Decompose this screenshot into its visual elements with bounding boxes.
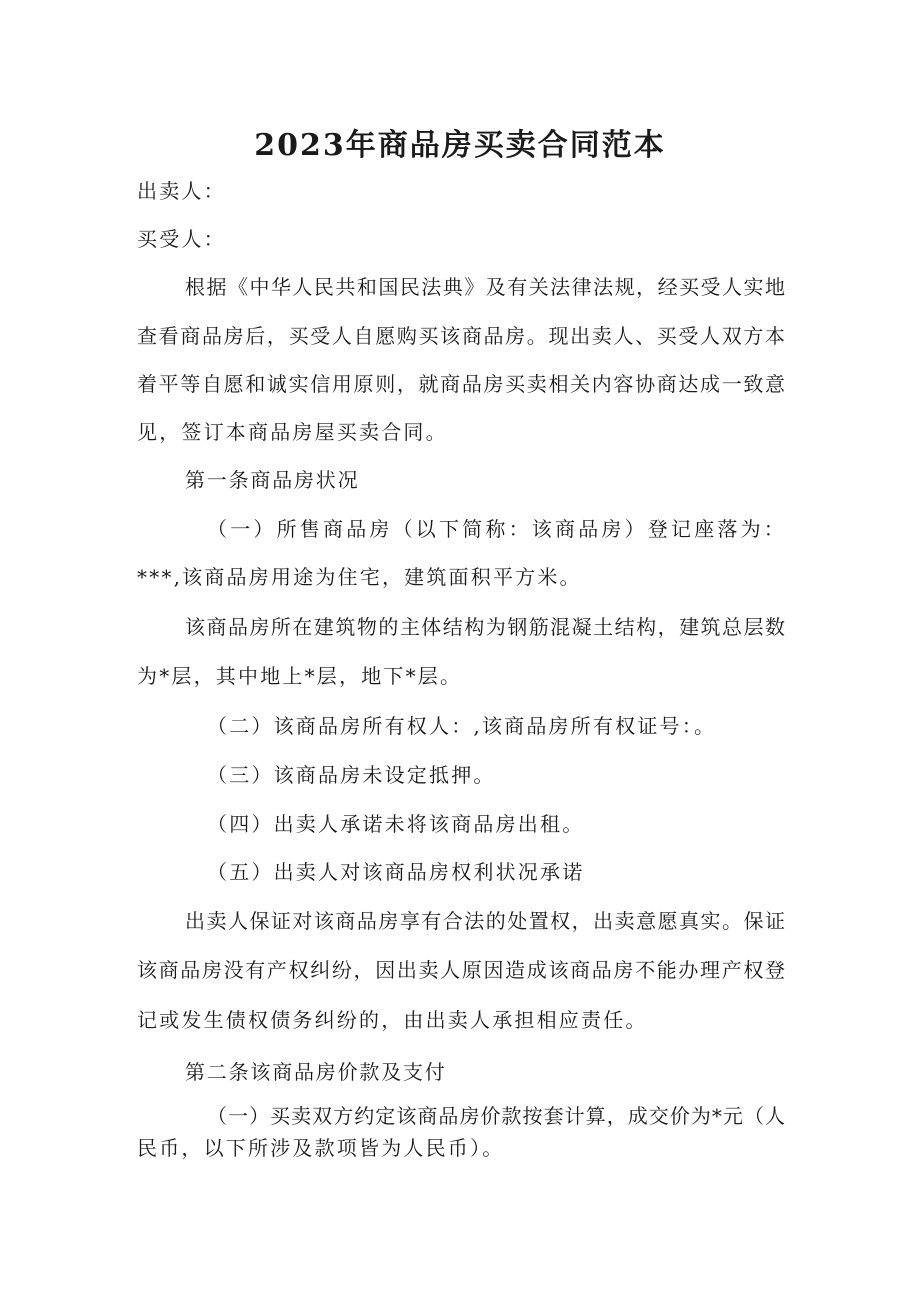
intro-line-1: 根据《中华人民共和国民法典》及有关法律法规，经买受人实地 — [185, 275, 785, 299]
article-1-item-1-line-1: （一）所售商品房（以下简称：该商品房）登记座落为： — [207, 517, 787, 541]
guarantee-line-2: 该商品房没有产权纠纷，因出卖人原因造成该商品房不能办理产权登 — [137, 958, 785, 982]
seller-label: 出卖人： — [137, 179, 226, 203]
article-1-item-5: （五）出卖人对该商品房权利状况承诺 — [207, 860, 585, 884]
buyer-label: 买受人： — [137, 227, 226, 251]
article-1-item-2: （二）该商品房所有权人：,该商品房所有权证号：。 — [207, 714, 717, 738]
guarantee-line-1: 出卖人保证对该商品房享有合法的处置权，出卖意愿真实。保证 — [185, 909, 785, 933]
structure-line-2: 为*层，其中地上*层，地下*层。 — [137, 664, 463, 688]
article-1-heading: 第一条商品房状况 — [185, 468, 360, 492]
article-1-item-1-line-2: ***,该商品房用途为住宅，建筑面积平方米。 — [137, 565, 582, 589]
structure-line-1: 该商品房所在建筑物的主体结构为钢筋混凝土结构，建筑总层数 — [185, 615, 785, 639]
article-1-item-3: （三）该商品房未设定抵押。 — [207, 763, 496, 787]
article-2-item-1-line-2: 民币，以下所涉及款项皆为人民币）。 — [137, 1136, 505, 1160]
intro-line-3: 着平等自愿和诚实信用原则，就商品房买卖相关内容协商达成一致意 — [137, 372, 785, 396]
article-1-item-4: （四）出卖人承诺未将该商品房出租。 — [207, 812, 585, 836]
article-2-heading: 第二条该商品房价款及支付 — [185, 1060, 447, 1084]
intro-line-2: 查看商品房后，买受人自愿购买该商品房。现出卖人、买受人双方本 — [137, 324, 785, 348]
article-2-item-1-line-1: （一）买卖双方约定该商品房价款按套计算，成交价为*元（人 — [207, 1104, 785, 1128]
intro-line-4: 见，签订本商品房屋买卖合同。 — [137, 420, 448, 444]
guarantee-line-3: 记或发生债权债务纠纷的，由出卖人承担相应责任。 — [137, 1008, 648, 1032]
document-title: 2023年商品房买卖合同范本 — [254, 128, 666, 163]
